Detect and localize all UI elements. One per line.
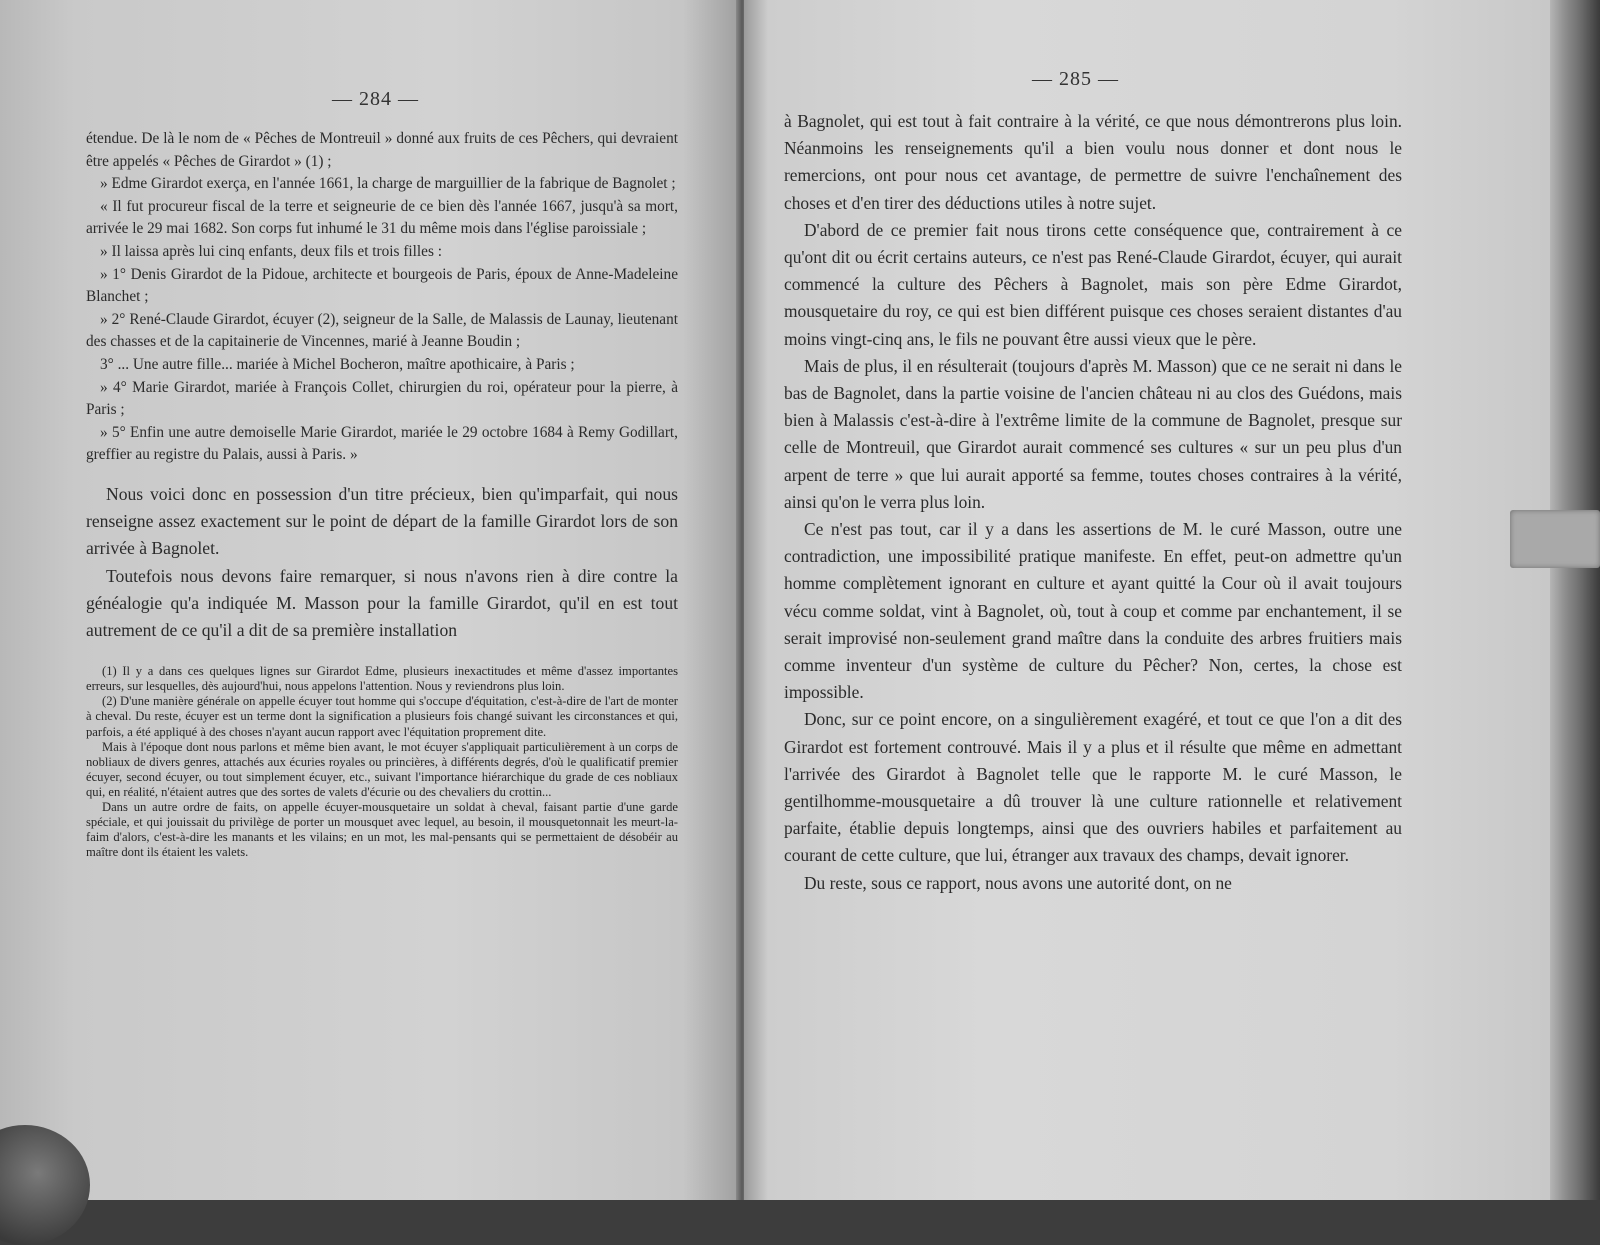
right-page [744, 0, 1550, 1200]
left-text-block [86, 128, 678, 860]
footnote: Mais à l'époque dont nous parlons et même bien avant, le mot écuyer s'appliquait particulièrement à un corps de nobliaux de divers genres, attachés aux écuries royales ou princières, à différents degrés, d'où le qualificatif premier écuyer, second écuyer, ou tout simplement écuyer, etc., suivant l'importance hiérarchique du grade de ces nobliaux qui, en réalité, n'étaient autres que des sortes de valets d'écurie ou des chevaliers du crottin... [86, 739, 678, 799]
quote-paragraph: » Il laissa après lui cinq enfants, deux fils et trois filles : [100, 242, 442, 260]
body-paragraph: Du reste, sous ce rapport, nous avons une autorité dont, on ne [804, 872, 1232, 893]
footnote: (2) D'une manière générale on appelle écuyer tout homme qui s'occupe d'équitation, c'est-à-dire de l'art de monter à cheval. Du reste, écuyer est un terme dont la signification a plusieurs fois changé suivant les circonstances et qui, parfois, a été appliqué à des choses n'ayant aucun rapport avec l'équitation proprement dite. [86, 694, 678, 739]
footnotes [86, 664, 678, 860]
page-number: — 285 — [1032, 68, 1119, 90]
footnote: Dans un autre ordre de faits, on appelle écuyer-mousquetaire un soldat à cheval, faisant partie d'une garde spéciale, et qui jouissait du privilège de porter un mousquet avec lequel, au besoin, il mousquetonnait les meurt-la-faim d'alors, c'est-à-dire les manants et les vilains; en un mot, les mal-pensants qui se permettaient de désobéir au maître dont ils étaient les valets. [86, 799, 678, 860]
body-paragraph: Mais de plus, il en résulterait (toujours d'après M. Masson) que ce ne serait ni dans le bas de Bagnolet, dans la partie voisine de l'ancien château ni au clos des Guédons, mais bien à Malassis c'est-à-dire à l'extrême limite de la commune de Bagnolet, presque sur celle de Montreuil, que Girardot aurait commencé ses cultures « sur un peu plus d'un arpent de terre » que lui aurait apporté sa femme, toutes choses contraires à la vérité, ainsi qu'on le verra plus loin. [784, 355, 1402, 512]
page-number: — 284 — [332, 88, 419, 110]
body-paragraph: Ce n'est pas tout, car il y a dans les assertions de M. le curé Masson, outre une contradiction, une impossibilité pratique manifeste. En effet, peut-on admettre qu'un homme complètement ignorant en culture et ayant quitté la Cour où il avait toujours vécu comme soldat, vint à Bagnolet, où, tout à coup et comme par enchantement, il se serait improvisé non-seulement grand maître dans la conduite des arbres fruitiers mais comme inventeur d'un système de culture du Pêcher? Non, certes, la chose est impossible. [784, 519, 1402, 703]
quoted-genealogy [86, 128, 678, 467]
quote-paragraph: » 1° Denis Girardot de la Pidoue, architecte et bourgeois de Paris, époux de Anne-Madeleine Blanchet ; [86, 265, 678, 306]
body-paragraph: à Bagnolet, qui est tout à fait contraire à la vérité, ce que nous démontrerons plus loin. Néanmoins les renseignements qu'il a bien voulu nous donner et dont nous le remercions, ont pour nous cet avantage, de permettre de suivre l'enchaînement des choses et d'en tirer des déductions utiles à notre sujet. [784, 111, 1402, 213]
quote-paragraph: » Edme Girardot exerça, en l'année 1661, la charge de marguillier de la fabrique de Bagnolet ; [100, 175, 676, 193]
body-text [86, 481, 678, 644]
left-page [0, 0, 742, 1200]
quote-paragraph: » 4° Marie Girardot, mariée à François Collet, chirurgien du roi, opérateur pour la pierre, à Paris ; [86, 378, 678, 419]
body-text [784, 108, 1402, 897]
page-edges [1550, 0, 1600, 1200]
body-paragraph: D'abord de ce premier fait nous tirons cette conséquence que, contrairement à ce qu'ont dit ou écrit certains auteurs, ce n'est pas René-Claude Girardot, écuyer, qui aurait commencé la culture des Pêchers à Bagnolet, mais son père Edme Girardot, mousquetaire du roy, ce qui est bien différent puisque ces choses seraient distantes d'au moins vingt-cinq ans, le fils ne pouvant être aussi vieux que le père. [784, 219, 1402, 349]
body-paragraph: Donc, sur ce point encore, on a singulièrement exagéré, et tout ce que l'on a dit des Girardot est fortement controuvé. Mais il y a plus et il résulte que même en admettant l'arrivée des Girardot à Bagnolet telle que le rapporte M. le curé Masson, le gentilhomme-mousquetaire a dû trouver là une culture rationnelle et relativement parfaite, établie depuis longtemps, ainsi que des ouvriers habiles et parfaitement au courant de cette culture, que lui, étranger aux travaux des champs, devait ignorer. [784, 709, 1402, 866]
quote-paragraph: étendue. De là le nom de « Pêches de Montreuil » donné aux fruits de ces Pêchers, qui devraient être appelés « Pêches de Girardot » (1) ; [86, 130, 678, 170]
quote-paragraph: 3° ... Une autre fille... mariée à Michel Bocheron, maître apothicaire, à Paris ; [100, 355, 575, 373]
quote-paragraph: « Il fut procureur fiscal de la terre et seigneurie de ce bien dès l'année 1667, jusqu'à sa mort, arrivée le 29 mai 1682. Son corps fut inhumé le 31 du même mois dans l'église paroissiale ; [86, 197, 678, 238]
right-text-block [784, 108, 1402, 897]
bookmark-ribbon [1510, 510, 1600, 568]
footnote: (1) Il y a dans ces quelques lignes sur Girardot Edme, plusieurs inexactitudes et même d'assez importantes erreurs, sur lesquelles, dès aujourd'hui, nous appelons l'attention. Nous y reviendrons plus loin. [86, 664, 678, 694]
body-paragraph: Toutefois nous devons faire remarquer, si nous n'avons rien à dire contre la généalogie qu'a indiquée M. Masson pour la famille Girardot, qu'il en est tout autrement de ce qu'il a dit de sa première installation [86, 565, 678, 640]
quote-paragraph: » 2° René-Claude Girardot, écuyer (2), seigneur de la Salle, de Malassis de Launay, lieutenant des chasses et de la capitainerie de Vincennes, marié à Jeanne Boudin ; [86, 310, 678, 351]
body-paragraph: Nous voici donc en possession d'un titre précieux, bien qu'imparfait, qui nous renseigne assez exactement sur le point de départ de la famille Girardot lors de son arrivée à Bagnolet. [86, 483, 678, 559]
quote-paragraph: » 5° Enfin une autre demoiselle Marie Girardot, mariée le 29 octobre 1684 à Remy Godillart, greffier au registre du Palais, aussi à Paris. » [86, 423, 678, 464]
